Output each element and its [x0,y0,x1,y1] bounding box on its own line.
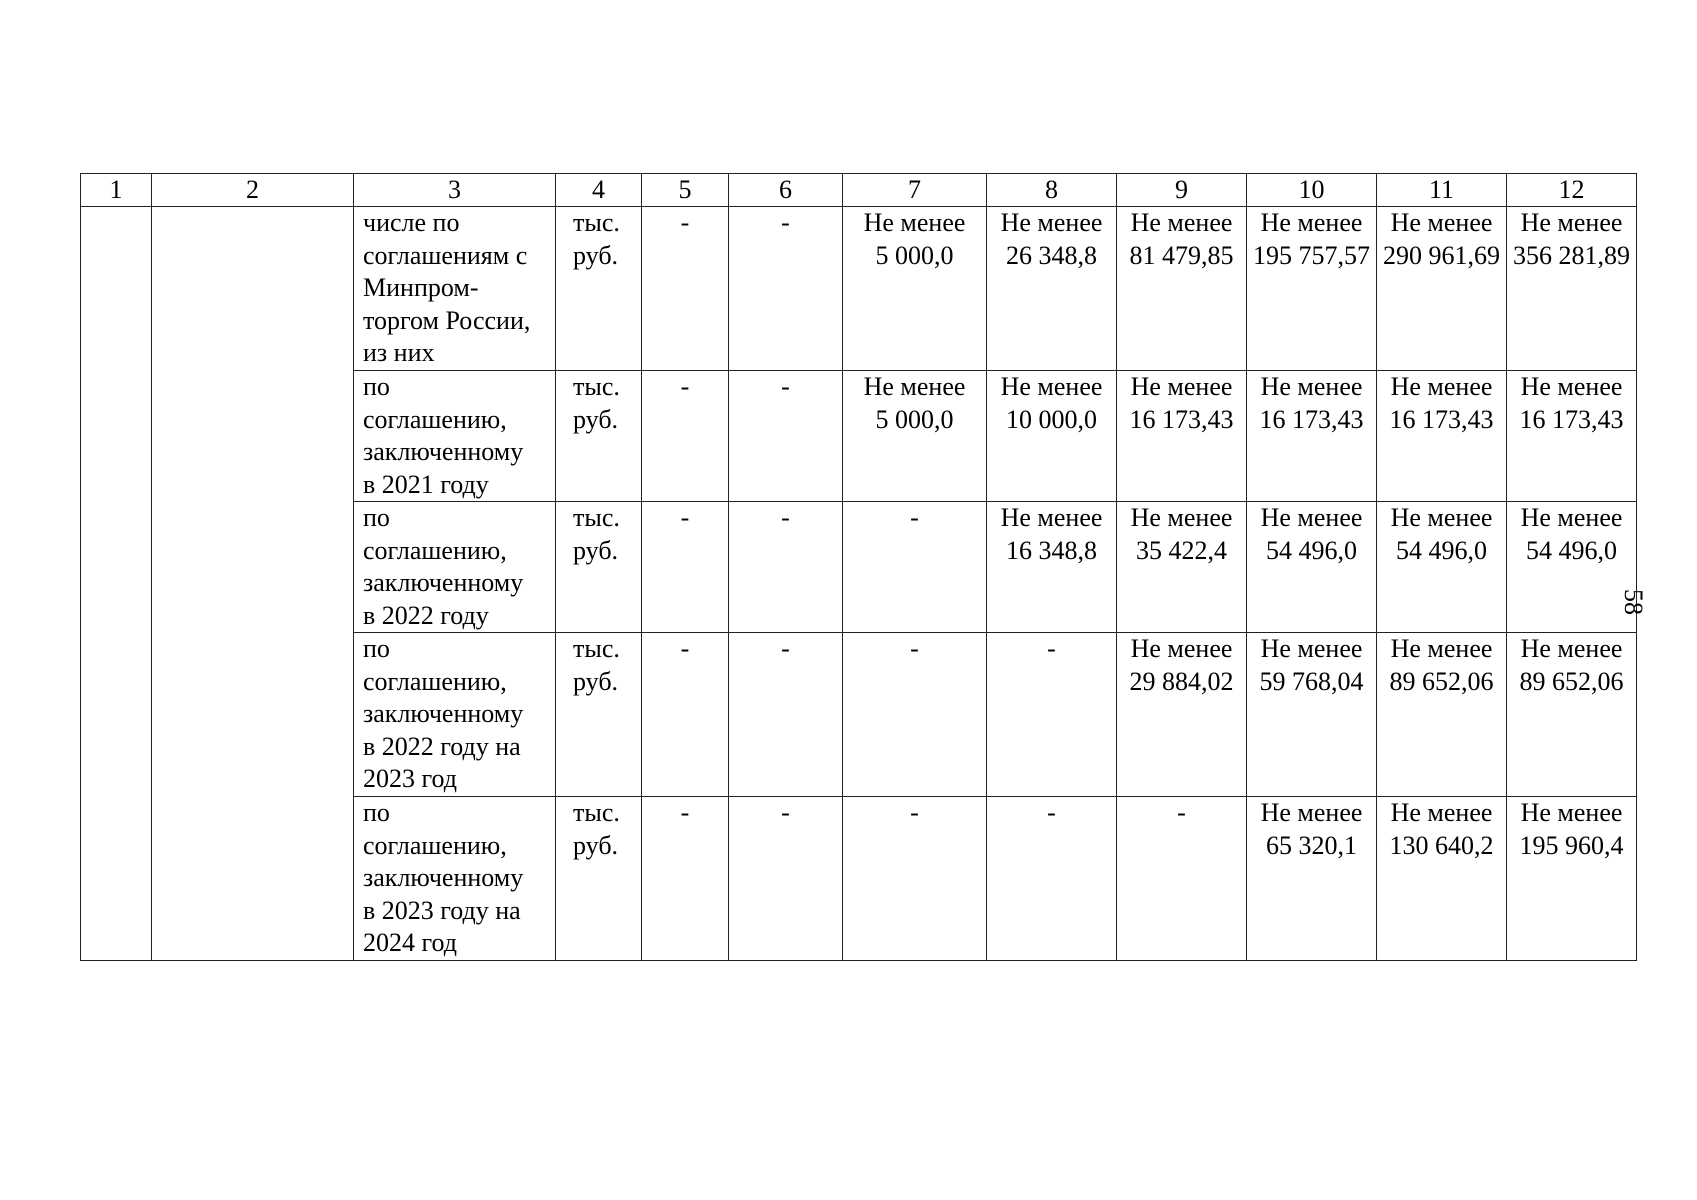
value-number: - [680,208,690,237]
value-cell [987,371,1117,502]
value-number: 16 348,8 [1006,535,1097,565]
indicator-name: по соглашению, заключенному в 2023 году на 2024 год [363,798,524,957]
column-number-cell: 1 [81,174,152,207]
value-number: 16 173,43 [1389,404,1494,434]
value-cell [729,207,843,371]
value-number: 195 757,57 [1253,240,1370,270]
value-number: - [1177,798,1186,827]
column-number-cell: 5 [642,174,729,207]
value-cell [1247,207,1377,371]
value-cell [1377,371,1507,502]
indicator-name: по соглашению, заключенному в 2022 году на 2023 год [363,634,524,793]
value-cell [1247,502,1377,633]
unit-cell [556,371,642,502]
value-prefix: Не менее [863,208,966,237]
value-cell [1377,797,1507,961]
value-prefix: Не менее [1390,634,1493,663]
column-number-row [81,174,1637,207]
value-cell [1117,797,1247,961]
indicator-name: по соглашению, заключенному в 2021 году [363,372,524,499]
value-number: 10 000,0 [1006,404,1097,434]
indicator-name-cell [354,633,556,797]
value-cell [843,207,987,371]
value-cell [729,633,843,797]
column-number-cell: 11 [1377,174,1507,207]
value-number: 195 960,4 [1519,830,1624,860]
value-number: 16 173,43 [1129,404,1234,434]
value-cell [1117,502,1247,633]
value-prefix: Не менее [1130,503,1233,532]
value-cell [1117,207,1247,371]
value-number: 16 173,43 [1259,404,1364,434]
value-prefix: Не менее [1520,503,1623,532]
value-prefix: Не менее [1000,372,1103,401]
column-number-cell: 4 [556,174,642,207]
value-number: - [781,798,790,827]
value-number: 35 422,4 [1136,535,1227,565]
column-number-cell: 10 [1247,174,1377,207]
value-number: 59 768,04 [1259,666,1364,696]
value-number: - [781,503,790,532]
value-number: - [1047,798,1056,827]
value-number: 26 348,8 [1006,240,1097,270]
column-number-cell: 6 [729,174,843,207]
value-cell [987,207,1117,371]
column-number-cell: 7 [843,174,987,207]
value-cell [1377,633,1507,797]
unit-cell [556,633,642,797]
value-cell [987,502,1117,633]
value-prefix: Не менее [1260,372,1363,401]
value-cell [843,502,987,633]
column-number-cell: 9 [1117,174,1247,207]
value-cell [729,797,843,961]
column-number-cell: 2 [152,174,354,207]
value-cell [1507,371,1637,502]
value-prefix: Не менее [1390,372,1493,401]
value-prefix: Не менее [863,372,966,401]
value-prefix: Не менее [1390,798,1493,827]
value-number: 356 281,89 [1513,240,1630,270]
value-cell [729,371,843,502]
value-cell [1117,633,1247,797]
value-number: 65 320,1 [1266,830,1357,860]
value-number: - [781,372,790,401]
value-cell [642,797,729,961]
value-prefix: Не менее [1130,634,1233,663]
value-number: - [910,634,919,663]
value-cell [642,633,729,797]
indicators-table [80,173,1637,961]
value-cell [843,633,987,797]
unit-label: тыс. руб. [573,798,620,860]
value-prefix: Не менее [1520,634,1623,663]
value-number: 130 640,2 [1389,830,1494,860]
value-cell [1507,207,1637,371]
value-cell [729,502,843,633]
value-cell [1507,797,1637,961]
value-number: 81 479,85 [1129,240,1234,270]
value-cell [1377,502,1507,633]
column-number-cell: 8 [987,174,1117,207]
indicator-name-cell [354,797,556,961]
value-number: - [680,634,690,663]
value-number: 5 000,0 [875,240,954,270]
value-prefix: Не менее [1520,372,1623,401]
indicator-name-cell [354,371,556,502]
value-prefix: Не менее [1260,503,1363,532]
empty-cell-col2 [152,207,354,961]
value-cell [1507,502,1637,633]
value-number: - [1047,634,1056,663]
unit-cell [556,797,642,961]
value-cell [642,371,729,502]
value-cell [1247,633,1377,797]
value-number: 5 000,0 [875,404,954,434]
value-cell [1507,633,1637,797]
value-number: - [781,208,790,237]
value-prefix: Не менее [1520,798,1623,827]
value-cell [642,207,729,371]
value-prefix: Не менее [1130,208,1233,237]
value-prefix: Не менее [1520,208,1623,237]
value-prefix: Не менее [1260,208,1363,237]
value-prefix: Не менее [1390,503,1493,532]
value-prefix: Не менее [1000,208,1103,237]
indicator-name-cell [354,502,556,633]
value-number: 16 173,43 [1519,404,1624,434]
indicator-name: по соглашению, заключенному в 2022 году [363,503,524,630]
value-number: 54 496,0 [1266,535,1357,565]
value-prefix: Не менее [1260,634,1363,663]
unit-label: тыс. руб. [573,634,620,696]
value-number: 89 652,06 [1519,666,1624,696]
value-prefix: Не менее [1390,208,1493,237]
value-number: 54 496,0 [1526,535,1617,565]
empty-cell-col1 [81,207,152,961]
value-prefix: Не менее [1130,372,1233,401]
value-number: - [680,503,690,532]
value-number: 89 652,06 [1389,666,1494,696]
value-number: - [680,798,690,827]
unit-label: тыс. руб. [573,503,620,565]
value-cell [987,797,1117,961]
value-prefix: Не менее [1000,503,1103,532]
page-number: 58 [1619,589,1648,615]
column-number-cell: 3 [354,174,556,207]
value-cell [987,633,1117,797]
unit-cell [556,502,642,633]
unit-label: тыс. руб. [573,372,620,434]
column-number-cell: 12 [1507,174,1637,207]
value-number: 54 496,0 [1396,535,1487,565]
table-row [81,207,1637,371]
unit-label: тыс. руб. [573,208,620,270]
value-cell [843,371,987,502]
indicator-name-cell [354,207,556,371]
value-cell [1247,371,1377,502]
value-number: - [910,798,919,827]
value-number: 290 961,69 [1383,240,1500,270]
value-number: 29 884,02 [1129,666,1234,696]
value-cell [642,502,729,633]
value-cell [1377,207,1507,371]
value-number: - [910,503,919,532]
value-number: - [781,634,790,663]
value-cell [1117,371,1247,502]
indicator-name: числе по соглашениям с Минпром- торгом России, из них [363,208,531,367]
value-cell [843,797,987,961]
value-prefix: Не менее [1260,798,1363,827]
unit-cell [556,207,642,371]
value-cell [1247,797,1377,961]
value-number: - [680,372,690,401]
